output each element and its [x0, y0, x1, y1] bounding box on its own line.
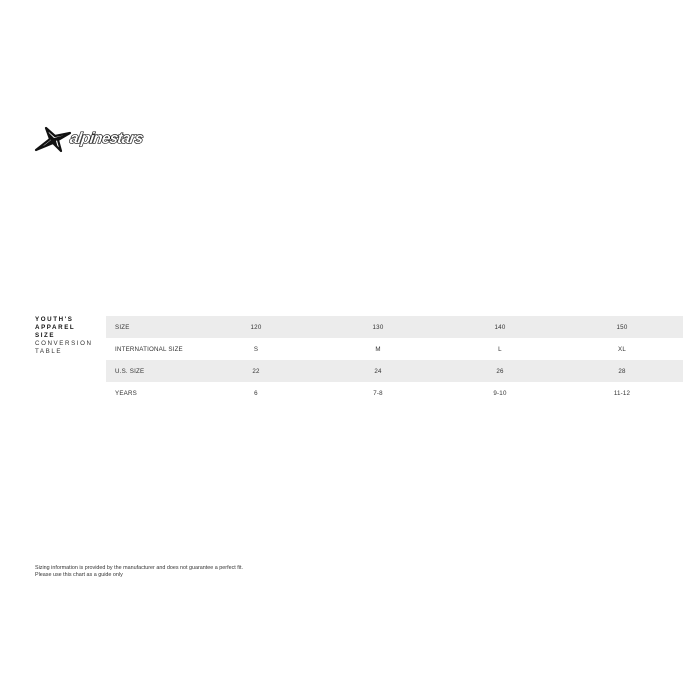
title-line-5: TABLE [35, 348, 63, 355]
row-label: INTERNATIONAL SIZE [115, 345, 183, 353]
title-line-4: CONVERSION [35, 340, 93, 347]
table-cell: L [498, 345, 502, 353]
table-cell: XL [618, 345, 626, 353]
table-cell: 22 [195, 360, 317, 382]
table-cell: 6 [254, 389, 258, 397]
table-row [106, 360, 683, 382]
title-line-2: APPAREL [35, 324, 76, 331]
table-row [106, 338, 683, 360]
footnote-line-1: Sizing information is provided by the manufacturer and does not guarantee a perfect fit. [35, 565, 243, 571]
table-cell: 130 [317, 316, 439, 338]
sizing-disclaimer [35, 565, 243, 579]
table-cell: 150 [561, 316, 683, 338]
alpinestars-logo [34, 124, 156, 154]
row-label: YEARS [115, 389, 137, 397]
table-cell: 11-12 [613, 389, 631, 397]
table-cell: 120 [195, 316, 317, 338]
table-cell: 26 [439, 360, 561, 382]
title-line-3: SIZE [35, 332, 56, 339]
table-cell: 9-10 [493, 389, 507, 397]
row-label: U.S. SIZE [106, 360, 195, 382]
table-cell: 24 [317, 360, 439, 382]
footnote-line-2: Please use this chart as a guide only [35, 572, 123, 578]
table-cell: M [375, 345, 381, 353]
size-conversion-table [106, 316, 683, 404]
table-cell: 140 [439, 316, 561, 338]
row-label: SIZE [106, 316, 195, 338]
title-line-1: YOUTH'S [35, 316, 74, 323]
table-cell: 28 [561, 360, 683, 382]
table-title [35, 316, 105, 356]
table-cell: S [253, 345, 259, 353]
logo-wordmark: alpinestars [68, 130, 144, 147]
star-icon [34, 124, 74, 154]
table-row [106, 316, 683, 338]
table-row [106, 382, 683, 404]
table-cell: 7-8 [373, 389, 383, 397]
